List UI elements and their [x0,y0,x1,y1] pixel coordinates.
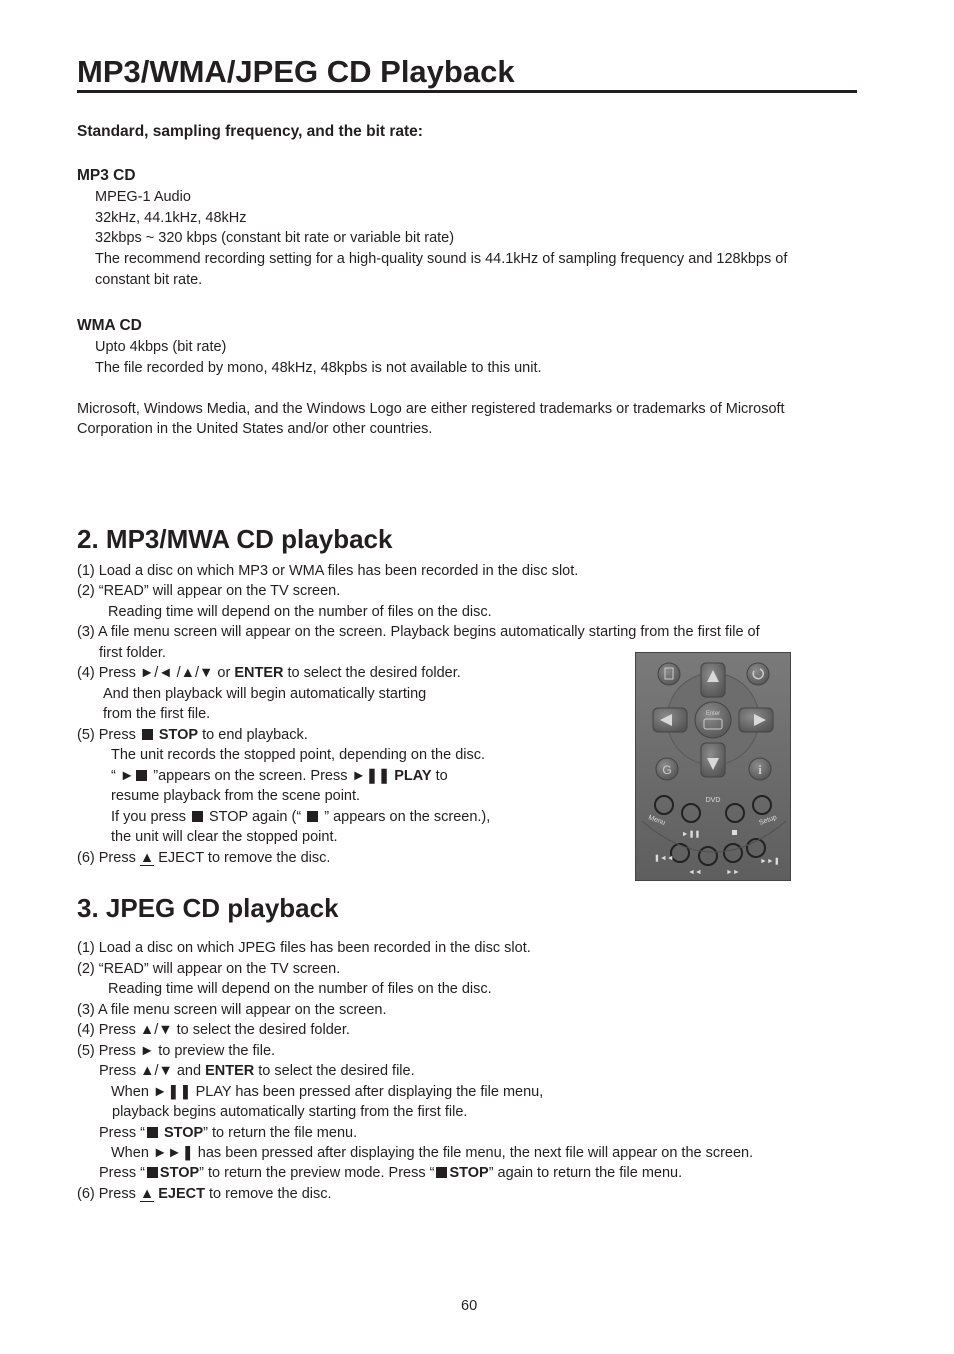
step-detail: “ ► ”appears on the screen. Press ►❚❚ PLAY to [111,768,448,784]
step: (3) A file menu screen will appear on the screen. Playback begins automatically starting from the first file of [77,624,760,640]
stop-icon [147,1127,158,1138]
step-detail: The unit records the stopped point, depending on the disc. [111,747,486,763]
stop-icon [192,811,203,822]
step: (5) Press ► to preview the file. [77,1043,276,1059]
step-detail: playback begins automatically starting from the first file. [112,1104,468,1120]
step-detail: resume playback from the scene point. [111,788,361,804]
svg-text:◄◄: ◄◄ [688,869,702,876]
mp3-line: The recommend recording setting for a high-quality sound is 44.1kHz of sampling frequency and 128kbps of [95,251,788,267]
wma-line: The file recorded by mono, 48kHz, 48kpbs is not available to this unit. [95,360,542,376]
stop-icon [147,1167,158,1178]
setup-label: Setup [758,814,778,827]
step: (2) “READ” will appear on the TV screen. [77,961,341,977]
svg-text:►►❚: ►►❚ [760,858,780,865]
step: (3) A file menu screen will appear on the screen. [77,1002,387,1018]
section-title-jpeg-playback: 3. JPEG CD playback [77,893,339,923]
stop-icon [307,811,318,822]
step-detail: first folder. [99,645,166,661]
remote-control-image [635,652,791,881]
eject-icon: ▲ [139,1186,155,1202]
stop-icon [436,1167,447,1178]
menu-label: Menu [647,814,667,827]
step-detail: When ►►❚ has been pressed after displaying the file menu, the next file will appear on the screen. [111,1145,754,1161]
dvd-label: DVD [705,797,721,804]
wma-line: Upto 4kbps (bit rate) [95,339,227,355]
mp3-heading: MP3 CD [77,167,136,184]
step-detail: Reading time will depend on the number of files on the disc. [108,981,492,997]
svg-text:❚◄◄: ❚◄◄ [654,855,674,862]
step-detail: the unit will clear the stopped point. [111,829,338,845]
step: (4) Press ▲/▼ to select the desired folder. [77,1022,350,1038]
step: (6) Press ▲ EJECT to remove the disc. [77,850,331,866]
step: (4) Press ►/◄ /▲/▼ or ENTER to select the desired folder. [77,665,461,681]
mp3-line: 32kbps ~ 320 kbps (constant bit rate or variable bit rate) [95,230,455,246]
step: (1) Load a disc on which JPEG files has been recorded in the disc slot. [77,940,531,956]
svg-text:►►: ►► [726,869,740,876]
step-detail: Reading time will depend on the number of files on the disc. [108,604,492,620]
page-title: MP3/WMA/JPEG CD Playback [77,54,857,93]
eject-icon: ▲ [139,850,155,866]
step-detail: from the first file. [103,706,211,722]
stop-icon [136,770,147,781]
mp3-line: MPEG-1 Audio [95,189,191,205]
remote-control-drawing [636,653,791,881]
step: (6) Press ▲ EJECT to remove the disc. [77,1186,332,1202]
wma-heading: WMA CD [77,317,142,334]
svg-text:►❚❚: ►❚❚ [681,831,701,838]
mp3-line: constant bit rate. [95,272,203,288]
step: (5) Press STOP to end playback. [77,727,308,743]
standards-heading: Standard, sampling frequency, and the bit rate: [77,123,423,140]
step: (2) “READ” will appear on the TV screen. [77,583,341,599]
step: (1) Load a disc on which MP3 or WMA files has been recorded in the disc slot. [77,563,579,579]
trademark-line: Microsoft, Windows Media, and the Windows Logo are either registered trademarks or trademarks of Microsoft [77,401,785,417]
section-title-mp3-playback: 2. MP3/MWA CD playback [77,524,393,554]
stop-icon [142,729,153,740]
step-detail: If you press STOP again (“ ” appears on the screen.), [111,809,491,825]
step-detail: And then playback will begin automatically starting [103,686,427,702]
enter-label: Enter [705,711,721,717]
page-number: 60 [461,1298,478,1314]
svg-text:G: G [662,763,672,777]
step-detail: Press ▲/▼ and ENTER to select the desired file. [99,1063,415,1079]
step-detail: When ►❚❚ PLAY has been pressed after displaying the file menu, [111,1084,544,1100]
svg-text:i: i [758,762,762,777]
trademark-line: Corporation in the United States and/or other countries. [77,421,433,437]
step-detail: Press “ STOP” to return the preview mode. Press “ STOP” again to return the file menu. [99,1165,683,1181]
step-detail: Press “ STOP” to return the file menu. [99,1125,358,1141]
mp3-line: 32kHz, 44.1kHz, 48kHz [95,210,247,226]
